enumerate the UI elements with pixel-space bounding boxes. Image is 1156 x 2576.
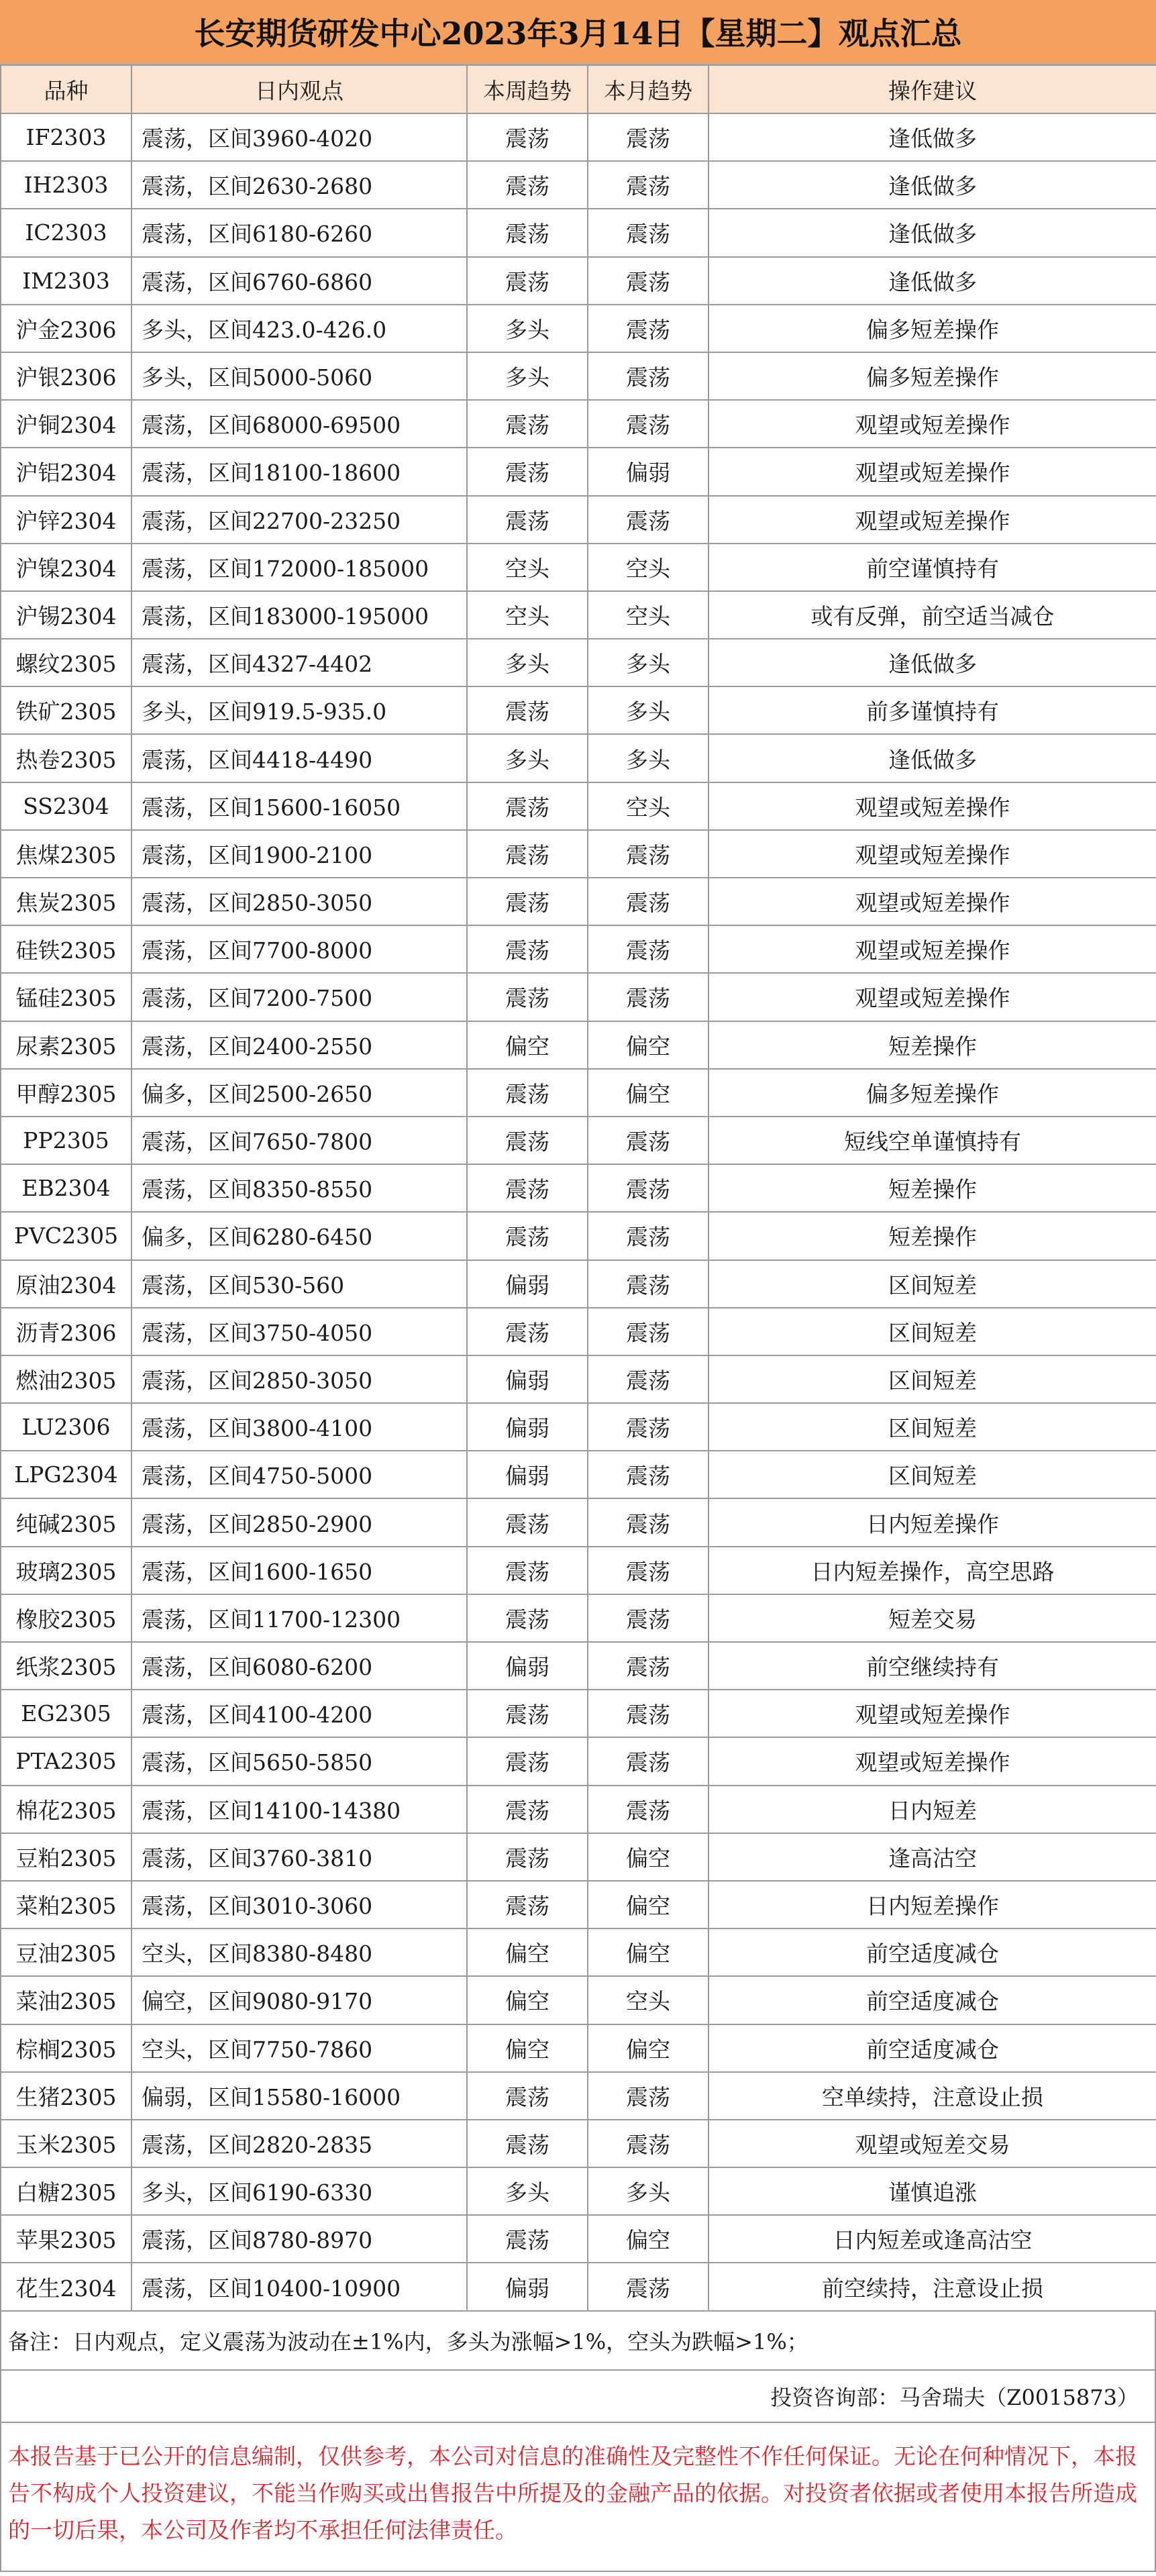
cell-name: 沪镍2304 [1,544,132,591]
cell-op: 逢低做多 [708,161,1156,209]
cell-name: 白糖2305 [1,2167,132,2215]
table-row [1,782,1156,830]
cell-view: 震荡，区间7650-7800 [132,1117,467,1164]
cell-op: 区间短差 [708,1355,1156,1403]
cell-name: 沪铜2304 [1,400,132,448]
cell-view: 震荡，区间4750-5000 [132,1451,467,1498]
cell-view: 震荡，区间6180-6260 [132,209,467,256]
cell-month: 多头 [588,639,708,686]
cell-op: 区间短差 [708,1403,1156,1451]
cell-view: 震荡，区间18100-18600 [132,448,467,495]
cell-month: 震荡 [588,1355,708,1403]
cell-name: 棉花2305 [1,1786,132,1833]
cell-month: 偏空 [588,1021,708,1069]
cell-name: 硅铁2305 [1,925,132,973]
cell-week: 震荡 [467,1737,588,1785]
cell-week: 震荡 [467,448,588,495]
table-row [1,305,1156,352]
cell-name: 沥青2306 [1,1308,132,1355]
disclaimer: 本报告基于已公开的信息编制，仅供参考，本公司对信息的准确性及完整性不作任何保证。无论在何种情况下，本报告不构成个人投资建议，不能当作购买或出售报告中所提及的金融产品的依据。对投资者依据或者使用本报告所造成的一切后果，本公司及作者均不承担任何法律责任。 [0,2423,1156,2572]
cell-month: 空头 [588,1976,708,2024]
cell-view: 震荡，区间2630-2680 [132,161,467,209]
cell-view: 空头，区间8380-8480 [132,1928,467,1976]
cell-month: 震荡 [588,1308,708,1355]
cell-op: 短差操作 [708,1212,1156,1259]
cell-op: 日内短差操作 [708,1881,1156,1928]
cell-op: 短线空单谨慎持有 [708,1117,1156,1164]
cell-op: 区间短差 [708,1451,1156,1498]
cell-view: 震荡，区间10400-10900 [132,2263,467,2310]
cell-op: 观望或短差操作 [708,782,1156,830]
cell-month: 震荡 [588,973,708,1021]
cell-name: IH2303 [1,161,132,209]
cell-name: EG2305 [1,1690,132,1737]
cell-month: 震荡 [588,305,708,352]
cell-week: 震荡 [467,257,588,305]
cell-week: 震荡 [467,1833,588,1881]
cell-month: 震荡 [588,496,708,544]
table-row [1,830,1156,878]
table-row [1,639,1156,686]
cell-view: 震荡，区间3750-4050 [132,1308,467,1355]
cell-name: IC2303 [1,209,132,256]
cell-month: 多头 [588,2167,708,2215]
cell-month: 震荡 [588,1737,708,1785]
table-row [1,734,1156,782]
views-table [0,64,1156,2312]
cell-week: 震荡 [467,1786,588,1833]
table-row [1,686,1156,734]
cell-month: 震荡 [588,1117,708,1164]
table-row [1,1117,1156,1164]
cell-op: 偏多短差操作 [708,305,1156,352]
table-row [1,925,1156,973]
header-view: 日内观点 [132,65,467,113]
cell-week: 震荡 [467,1069,588,1117]
cell-view: 震荡，区间8350-8550 [132,1164,467,1212]
cell-name: IM2303 [1,257,132,305]
cell-view: 震荡，区间11700-12300 [132,1594,467,1642]
cell-name: 菜油2305 [1,1976,132,2024]
cell-op: 逢低做多 [708,113,1156,161]
cell-name: 尿素2305 [1,1021,132,1069]
header-month: 本月趋势 [588,65,708,113]
cell-week: 震荡 [467,686,588,734]
cell-name: 焦炭2305 [1,878,132,925]
table-row [1,1928,1156,1976]
table-row [1,352,1156,400]
cell-month: 震荡 [588,1164,708,1212]
cell-view: 震荡，区间4327-4402 [132,639,467,686]
consultant-row: 投资咨询部：马舍瑞夫（Z0015873） [0,2371,1156,2423]
cell-op: 前空适度减仓 [708,1976,1156,2024]
cell-view: 震荡，区间183000-195000 [132,591,467,639]
cell-month: 震荡 [588,830,708,878]
cell-month: 多头 [588,686,708,734]
cell-week: 多头 [467,734,588,782]
cell-name: SS2304 [1,782,132,830]
cell-view: 偏多，区间2500-2650 [132,1069,467,1117]
cell-name: 棕榈2305 [1,2024,132,2072]
cell-op: 观望或短差操作 [708,878,1156,925]
cell-week: 震荡 [467,973,588,1021]
table-row [1,1833,1156,1881]
cell-op: 空单续持，注意设止损 [708,2072,1156,2120]
cell-view: 震荡，区间6760-6860 [132,257,467,305]
cell-week: 震荡 [467,1308,588,1355]
cell-op: 前多谨慎持有 [708,686,1156,734]
cell-view: 震荡，区间3960-4020 [132,113,467,161]
cell-view: 震荡，区间14100-14380 [132,1786,467,1833]
cell-week: 震荡 [467,1690,588,1737]
cell-name: PP2305 [1,1117,132,1164]
cell-name: EB2304 [1,1164,132,1212]
table-row [1,1547,1156,1594]
note-row: 备注：日内观点，定义震荡为波动在±1%内，多头为涨幅>1%，空头为跌幅>1%； [0,2312,1156,2371]
cell-week: 偏空 [467,1976,588,2024]
cell-view: 震荡，区间8780-8970 [132,2215,467,2263]
table-row [1,2024,1156,2072]
cell-view: 震荡，区间3760-3810 [132,1833,467,1881]
cell-week: 偏弱 [467,1355,588,1403]
cell-name: 热卷2305 [1,734,132,782]
table-row [1,973,1156,1021]
table-row [1,209,1156,256]
cell-week: 偏弱 [467,1642,588,1690]
cell-week: 震荡 [467,209,588,256]
cell-month: 震荡 [588,1690,708,1737]
report-title: 长安期货研发中心2023年3月14日【星期二】观点汇总 [0,0,1156,64]
cell-week: 多头 [467,305,588,352]
cell-view: 震荡，区间2820-2835 [132,2120,467,2167]
cell-op: 短差操作 [708,1164,1156,1212]
cell-week: 震荡 [467,2120,588,2167]
table-row [1,400,1156,448]
table-row [1,257,1156,305]
cell-month: 震荡 [588,209,708,256]
cell-month: 空头 [588,544,708,591]
cell-op: 偏多短差操作 [708,1069,1156,1117]
cell-week: 震荡 [467,1164,588,1212]
table-row [1,1164,1156,1212]
cell-op: 逢低做多 [708,257,1156,305]
cell-op: 逢低做多 [708,639,1156,686]
cell-name: 沪锌2304 [1,496,132,544]
cell-view: 震荡，区间3800-4100 [132,1403,467,1451]
cell-view: 震荡，区间2400-2550 [132,1021,467,1069]
cell-view: 震荡，区间7200-7500 [132,973,467,1021]
cell-week: 偏弱 [467,2263,588,2310]
cell-view: 震荡，区间2850-3050 [132,1355,467,1403]
cell-month: 震荡 [588,1403,708,1451]
table-row [1,448,1156,495]
cell-op: 前空续持，注意设止损 [708,2263,1156,2310]
cell-month: 震荡 [588,1260,708,1308]
cell-op: 逢低做多 [708,209,1156,256]
cell-month: 偏空 [588,1928,708,1976]
cell-month: 多头 [588,734,708,782]
cell-view: 空头，区间7750-7860 [132,2024,467,2072]
cell-name: 沪铝2304 [1,448,132,495]
header-week: 本周趋势 [467,65,588,113]
cell-op: 观望或短差操作 [708,973,1156,1021]
cell-op: 观望或短差操作 [708,925,1156,973]
cell-month: 震荡 [588,1451,708,1498]
cell-op: 前空谨慎持有 [708,544,1156,591]
cell-week: 偏弱 [467,1260,588,1308]
table-row [1,1403,1156,1451]
cell-week: 偏弱 [467,1451,588,1498]
cell-name: 玻璃2305 [1,1547,132,1594]
cell-month: 偏弱 [588,448,708,495]
cell-op: 观望或短差操作 [708,1737,1156,1785]
cell-op: 短差操作 [708,1021,1156,1069]
table-row [1,496,1156,544]
cell-view: 震荡，区间2850-3050 [132,878,467,925]
table-row [1,544,1156,591]
cell-month: 震荡 [588,113,708,161]
cell-month: 震荡 [588,1547,708,1594]
table-row [1,2072,1156,2120]
cell-week: 偏空 [467,1021,588,1069]
cell-name: LU2306 [1,1403,132,1451]
table-row [1,2263,1156,2310]
cell-op: 逢低做多 [708,734,1156,782]
cell-view: 偏弱，区间15580-16000 [132,2072,467,2120]
cell-name: 沪银2306 [1,352,132,400]
cell-week: 震荡 [467,925,588,973]
cell-week: 多头 [467,2167,588,2215]
cell-month: 震荡 [588,257,708,305]
cell-month: 震荡 [588,161,708,209]
cell-week: 震荡 [467,161,588,209]
cell-name: 纸浆2305 [1,1642,132,1690]
cell-name: 沪锡2304 [1,591,132,639]
header-op: 操作建议 [708,65,1156,113]
cell-week: 震荡 [467,400,588,448]
cell-op: 前空继续持有 [708,1642,1156,1690]
cell-name: 甲醇2305 [1,1069,132,1117]
cell-name: 玉米2305 [1,2120,132,2167]
cell-op: 区间短差 [708,1308,1156,1355]
cell-op: 前空适度减仓 [708,1928,1156,1976]
cell-name: 燃油2305 [1,1355,132,1403]
cell-week: 多头 [467,639,588,686]
cell-name: 豆油2305 [1,1928,132,1976]
cell-op: 观望或短差交易 [708,2120,1156,2167]
cell-month: 震荡 [588,1212,708,1259]
cell-op: 区间短差 [708,1260,1156,1308]
cell-month: 偏空 [588,2024,708,2072]
cell-month: 震荡 [588,1594,708,1642]
cell-month: 震荡 [588,925,708,973]
cell-month: 偏空 [588,1833,708,1881]
cell-op: 观望或短差操作 [708,400,1156,448]
cell-week: 多头 [467,352,588,400]
cell-week: 震荡 [467,496,588,544]
cell-week: 震荡 [467,782,588,830]
table-row [1,1786,1156,1833]
cell-month: 空头 [588,591,708,639]
cell-view: 震荡，区间15600-16050 [132,782,467,830]
table-row [1,1260,1156,1308]
cell-view: 多头，区间6190-6330 [132,2167,467,2215]
cell-view: 震荡，区间5650-5850 [132,1737,467,1785]
cell-op: 观望或短差操作 [708,830,1156,878]
cell-op: 日内短差操作，高空思路 [708,1547,1156,1594]
cell-name: 沪金2306 [1,305,132,352]
table-row [1,1498,1156,1546]
header-name: 品种 [1,65,132,113]
cell-op: 偏多短差操作 [708,352,1156,400]
cell-view: 多头，区间423.0-426.0 [132,305,467,352]
cell-name: PVC2305 [1,1212,132,1259]
table-row [1,1308,1156,1355]
table-row [1,1212,1156,1259]
cell-name: 豆粕2305 [1,1833,132,1881]
table-row [1,591,1156,639]
table-row [1,1642,1156,1690]
table-row [1,1451,1156,1498]
cell-week: 偏空 [467,2024,588,2072]
cell-name: PTA2305 [1,1737,132,1785]
cell-month: 偏空 [588,1881,708,1928]
cell-month: 空头 [588,782,708,830]
cell-view: 多头，区间5000-5060 [132,352,467,400]
cell-name: LPG2304 [1,1451,132,1498]
table-row [1,1594,1156,1642]
cell-view: 震荡，区间7700-8000 [132,925,467,973]
cell-op: 观望或短差操作 [708,1690,1156,1737]
cell-name: 纯碱2305 [1,1498,132,1546]
table-row [1,1021,1156,1069]
cell-name: 锰硅2305 [1,973,132,1021]
cell-op: 日内短差操作 [708,1498,1156,1546]
cell-view: 震荡，区间4100-4200 [132,1690,467,1737]
table-row [1,1690,1156,1737]
cell-week: 震荡 [467,878,588,925]
cell-name: 生猪2305 [1,2072,132,2120]
cell-view: 震荡，区间1900-2100 [132,830,467,878]
table-row [1,113,1156,161]
cell-op: 短差交易 [708,1594,1156,1642]
cell-month: 偏空 [588,1069,708,1117]
cell-name: IF2303 [1,113,132,161]
cell-week: 空头 [467,544,588,591]
table-row [1,2120,1156,2167]
cell-op: 观望或短差操作 [708,448,1156,495]
cell-week: 空头 [467,591,588,639]
cell-name: 原油2304 [1,1260,132,1308]
cell-month: 震荡 [588,352,708,400]
cell-week: 震荡 [467,1212,588,1259]
cell-name: 螺纹2305 [1,639,132,686]
cell-view: 震荡，区间6080-6200 [132,1642,467,1690]
table-header-row [1,65,1156,113]
cell-view: 震荡，区间4418-4490 [132,734,467,782]
cell-week: 偏弱 [467,1403,588,1451]
cell-week: 震荡 [467,1498,588,1546]
cell-op: 谨慎追涨 [708,2167,1156,2215]
cell-month: 震荡 [588,400,708,448]
cell-week: 震荡 [467,1881,588,1928]
table-row [1,1069,1156,1117]
table-row [1,1976,1156,2024]
cell-view: 震荡，区间530-560 [132,1260,467,1308]
cell-op: 日内短差 [708,1786,1156,1833]
cell-month: 震荡 [588,2263,708,2310]
cell-week: 震荡 [467,1117,588,1164]
cell-view: 震荡，区间172000-185000 [132,544,467,591]
table-row [1,878,1156,925]
cell-op: 逢高沽空 [708,1833,1156,1881]
cell-name: 花生2304 [1,2263,132,2310]
cell-week: 震荡 [467,2215,588,2263]
cell-op: 日内短差或逢高沽空 [708,2215,1156,2263]
cell-month: 震荡 [588,2072,708,2120]
cell-name: 橡胶2305 [1,1594,132,1642]
cell-view: 多头，区间919.5-935.0 [132,686,467,734]
cell-month: 震荡 [588,2120,708,2167]
table-row [1,2167,1156,2215]
cell-view: 震荡，区间3010-3060 [132,1881,467,1928]
table-body [1,113,1156,2311]
cell-name: 焦煤2305 [1,830,132,878]
table-row [1,1737,1156,1785]
cell-name: 菜粕2305 [1,1881,132,1928]
cell-view: 震荡，区间68000-69500 [132,400,467,448]
cell-month: 偏空 [588,2215,708,2263]
cell-op: 观望或短差操作 [708,496,1156,544]
cell-op: 前空适度减仓 [708,2024,1156,2072]
table-row [1,2215,1156,2263]
cell-view: 震荡，区间22700-23250 [132,496,467,544]
cell-name: 苹果2305 [1,2215,132,2263]
cell-view: 震荡，区间2850-2900 [132,1498,467,1546]
cell-month: 震荡 [588,1786,708,1833]
cell-month: 震荡 [588,878,708,925]
cell-month: 震荡 [588,1642,708,1690]
cell-view: 偏空，区间9080-9170 [132,1976,467,2024]
cell-view: 偏多，区间6280-6450 [132,1212,467,1259]
cell-op: 或有反弹，前空适当减仓 [708,591,1156,639]
cell-week: 震荡 [467,113,588,161]
table-row [1,1355,1156,1403]
cell-month: 震荡 [588,1498,708,1546]
cell-week: 震荡 [467,2072,588,2120]
cell-view: 震荡，区间1600-1650 [132,1547,467,1594]
table-row [1,161,1156,209]
cell-week: 偏空 [467,1928,588,1976]
table-row [1,1881,1156,1928]
cell-week: 震荡 [467,1594,588,1642]
cell-week: 震荡 [467,830,588,878]
cell-week: 震荡 [467,1547,588,1594]
cell-name: 铁矿2305 [1,686,132,734]
